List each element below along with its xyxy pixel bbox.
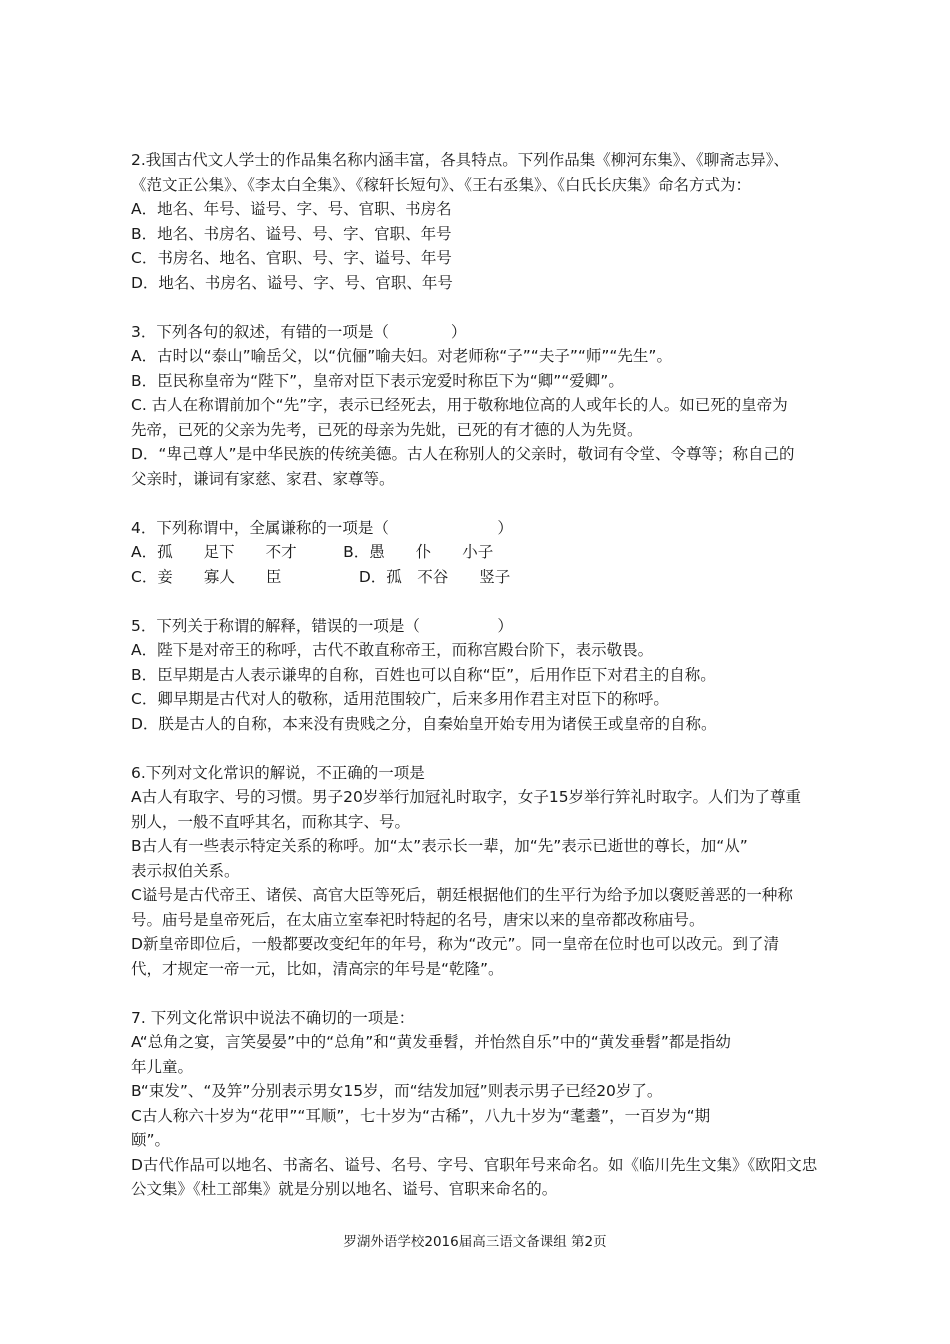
option-b: B．臣早期是古人表示谦卑的自称，百姓也可以自称“臣”，后用作臣下对君主的自称。 bbox=[131, 665, 716, 684]
option-c: C谥号是古代帝王、诸侯、高官大臣等死后，朝廷根据他们的生平行为给予加以褒贬善恶的一种称 bbox=[131, 886, 793, 904]
option-d-cont: 代，才规定一帝一元，比如，清高宗的年号是“乾隆”。 bbox=[131, 959, 504, 978]
spacer bbox=[131, 589, 841, 614]
spacer bbox=[131, 491, 841, 516]
option-c: C．书房名、地名、官职、号、字、谥号、年号 bbox=[131, 249, 452, 267]
question-2-line: 2.我国古代文人学士的作品集名称内涵丰富，各具特点。下列作品集《柳河东集》、《聊斋志异》、 bbox=[131, 151, 790, 169]
option-d: D．朕是古人的自称，本来没有贵贱之分，自秦始皇开始专用为诸侯王或皇帝的自称。 bbox=[131, 714, 717, 733]
option-c-cont: 颐”。 bbox=[131, 1131, 171, 1149]
question-4-stem: 4．下列称谓中，全属谦称的一项是（ ） bbox=[131, 518, 513, 537]
option-c-cont: 先帝，已死的父亲为先考，已死的母亲为先妣，已死的有才德的人为先贤。 bbox=[131, 420, 643, 439]
option-c: C. 古人在称谓前加个“先”字，表示已经死去，用于敬称地位高的人或年长的人。如已死的皇帝为 bbox=[131, 396, 788, 414]
option-c: C古人称六十岁为“花甲”“耳顺”，七十岁为“古稀”，八九十岁为“耄耋”，一百岁为“期 bbox=[131, 1106, 711, 1125]
spacer bbox=[131, 295, 841, 320]
option-a: A“总角之宴，言笑晏晏”中的“总角”和“黄发垂髫，并怡然自乐”中的“黄发垂髫”都是指幼 bbox=[131, 1033, 731, 1051]
question-2 bbox=[131, 148, 841, 295]
option-d: D．“卑己尊人”是中华民族的传统美德。古人在称别人的父亲时，敬词有令堂、令尊等；称自己的 bbox=[131, 445, 795, 463]
option-c-cont: 号。庙号是皇帝死后，在太庙立室奉祀时特起的名号，唐宋以来的皇帝都改称庙号。 bbox=[131, 910, 705, 929]
spacer bbox=[131, 736, 841, 761]
option-d-cont: 公文集》《杜工部集》就是分别以地名、谥号、官职来命名的。 bbox=[131, 1180, 558, 1198]
option-b: B古人有一些表示特定关系的称呼。加“太”表示长一辈，加“先”表示已逝世的尊长，加“从” bbox=[131, 837, 748, 855]
option-b: B．地名、书房名、谥号、号、字、官职、年号 bbox=[131, 224, 452, 243]
spacer bbox=[131, 981, 841, 1006]
option-b: B“束发”、“及笄”分别表示男女15岁，而“结发加冠”则表示男子已经20岁了。 bbox=[131, 1082, 663, 1100]
question-6-stem: 6.下列对文化常识的解说，不正确的一项是 bbox=[131, 763, 425, 782]
question-7 bbox=[131, 1006, 841, 1202]
option-b: B．臣民称皇帝为“陛下”，皇帝对臣下表示宠爱时称臣下为“卿”“爱卿”。 bbox=[131, 371, 624, 390]
question-5-stem: 5．下列关于称谓的解释，错误的一项是（ ） bbox=[131, 616, 513, 635]
question-3 bbox=[131, 320, 841, 492]
option-a-cont: 年儿童。 bbox=[131, 1057, 194, 1076]
question-6 bbox=[131, 761, 841, 982]
option-a: A古人有取字、号的习惯。男子20岁举行加冠礼时取字，女子15岁举行笄礼时取字。人们为了尊重 bbox=[131, 788, 802, 806]
option-d: D新皇帝即位后，一般都要改变纪年的年号，称为“改元”。同一皇帝在位时也可以改元。到了清 bbox=[131, 935, 779, 953]
option-c: C．卿早期是古代对人的敬称，适用范围较广，后来多用作君主对臣下的称呼。 bbox=[131, 690, 669, 708]
option-a: A．地名、年号、谥号、字、号、官职、书房名 bbox=[131, 200, 452, 218]
options-cd: C．妾 寡人 臣 D．孤 不谷 竖子 bbox=[131, 567, 511, 586]
option-a-cont: 别人，一般不直呼其名，而称其字、号。 bbox=[131, 812, 411, 831]
options-ab: A．孤 足下 不才 B．愚 仆 小子 bbox=[131, 543, 494, 561]
option-a: A．陛下是对帝王的称呼，古代不敢直称帝王，而称宫殿台阶下，表示敬畏。 bbox=[131, 641, 654, 659]
option-b-cont: 表示叔伯关系。 bbox=[131, 861, 240, 880]
option-d: D古代作品可以地名、书斋名、谥号、名号、字号、官职年号来命名。如《临川先生文集》《欧阳文忠 bbox=[131, 1155, 818, 1174]
option-d-cont: 父亲时，谦词有家慈、家君、家尊等。 bbox=[131, 469, 395, 488]
question-7-stem: 7. 下列文化常识中说法不确切的一项是： bbox=[131, 1008, 415, 1027]
question-2-line: 《范文正公集》、《李太白全集》、《稼轩长短句》、《王右丞集》、《白氏长庆集》命名方式为： bbox=[131, 175, 752, 194]
option-a: A．古时以“泰山”喻岳父，以“伉俪”喻夫妇。对老师称“子”“夫子”“师”“先生”。 bbox=[131, 347, 672, 365]
page-content bbox=[131, 148, 841, 1202]
question-5 bbox=[131, 614, 841, 737]
question-4 bbox=[131, 516, 841, 590]
page-footer: 罗湖外语学校2016届高三语文备课组 第2页 bbox=[343, 1234, 607, 1250]
question-3-stem: 3．下列各句的叙述，有错的一项是（ ） bbox=[131, 322, 467, 341]
option-d: D．地名、书房名、谥号、字、号、官职、年号 bbox=[131, 273, 453, 292]
